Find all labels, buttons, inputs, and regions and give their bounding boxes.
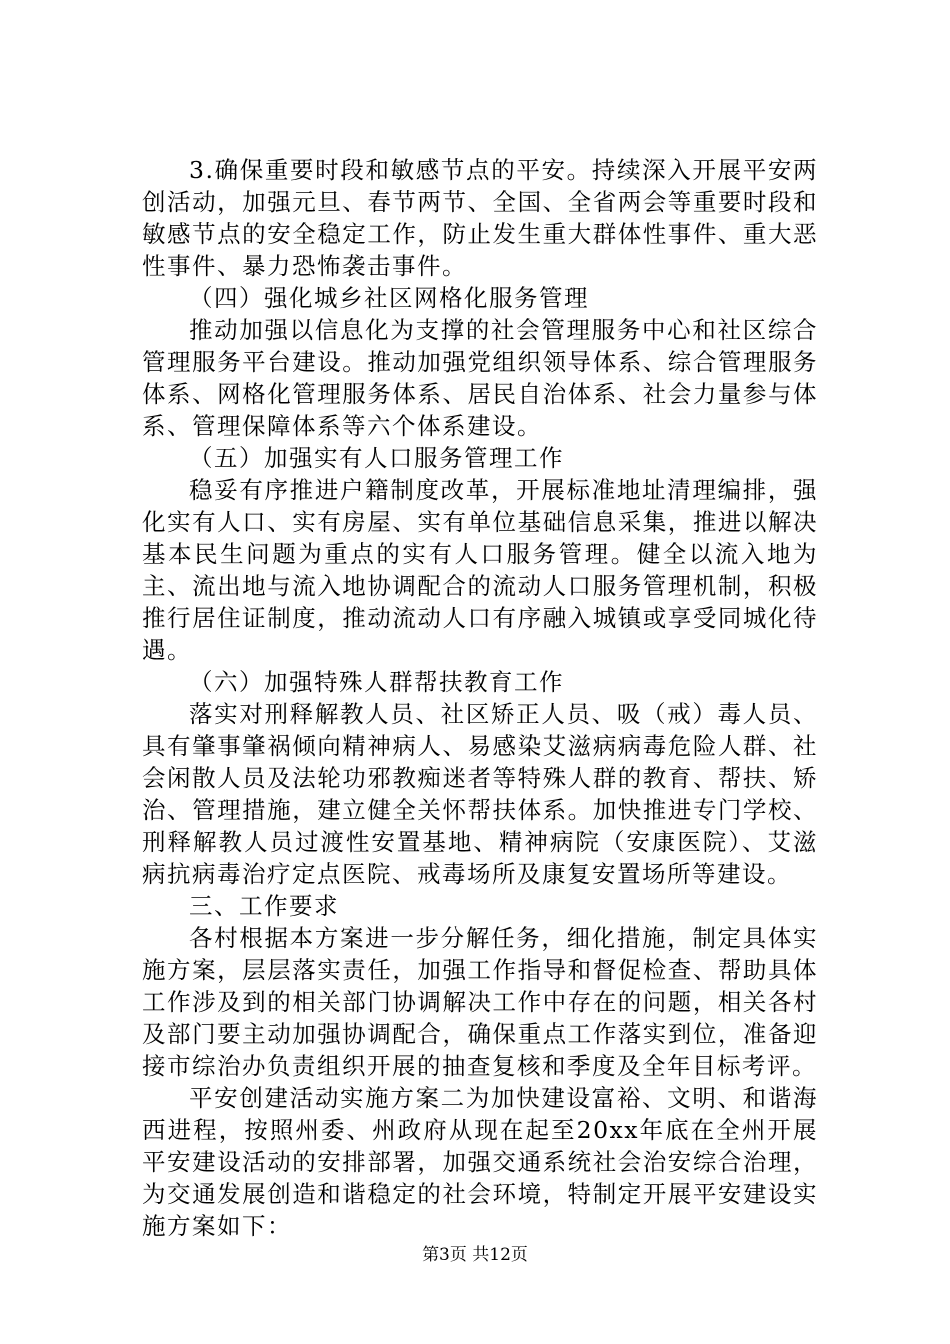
paragraph-plan-two-intro: 平安创建活动实施方案二为加快建设富裕、文明、和谐海西进程，按照州委、州政府从现在起至20xx年底在全州开展平安建设活动的安排部署，加强交通系统社会治安综合治理，为交通发展创造和谐稳定的社会环境，特制定开展平安建设实施方案如下： xyxy=(142,1084,818,1240)
heading-work-requirements: 三、工作要求 xyxy=(189,892,339,920)
page-number-footer: 第3页 共12页 xyxy=(422,1245,528,1265)
paragraph-grid-management: 推动加强以信息化为支撑的社会管理服务中心和社区综合管理服务平台建设。推动加强党组织领导体系、综合管理服务体系、网格化管理服务体系、居民自治体系、社会力量参与体系、管理保障体系等六个体系建设。 xyxy=(142,316,818,440)
paragraph-special-groups: 落实对刑释解教人员、社区矫正人员、吸（戒）毒人员、具有肇事肇祸倾向精神病人、易感染艾滋病病毒危险人群、社会闲散人员及法轮功邪教痴迷者等特殊人群的教育、帮扶、矫治、管理措施，建立健全关怀帮扶体系。加快推进专门学校、刑释解教人员过渡性安置基地、精神病院（安康医院）、艾滋病抗病毒治疗定点医院、戒毒场所及康复安置场所等建设。 xyxy=(142,700,818,888)
document-body xyxy=(142,154,818,1242)
paragraph-work-requirements: 各村根据本方案进一步分解任务，细化措施，制定具体实施方案，层层落实责任，加强工作指导和督促检查、帮助具体工作涉及到的相关部门协调解决工作中存在的问题，相关各村及部门要主动加强协调配合，确保重点工作落实到位，准备迎接市综治办负责组织开展的抽查复核和季度及全年目标考评。 xyxy=(142,924,818,1080)
heading-special-groups: （六）加强特殊人群帮扶教育工作 xyxy=(189,668,564,696)
heading-population-management: （五）加强实有人口服务管理工作 xyxy=(189,444,564,472)
paragraph-sensitive-periods: 3.确保重要时段和敏感节点的平安。持续深入开展平安两创活动，加强元旦、春节两节、全国、全省两会等重要时段和敏感节点的安全稳定工作，防止发生重大群体性事件、重大恶性事件、暴力恐怖袭击事件。 xyxy=(142,156,818,280)
paragraph-population-management: 稳妥有序推进户籍制度改革，开展标准地址清理编排，强化实有人口、实有房屋、实有单位基础信息采集，推进以解决基本民生问题为重点的实有人口服务管理。健全以流入地为主、流出地与流入地协调配合的流动人口服务管理机制，积极推行居住证制度，推动流动人口有序融入城镇或享受同城化待遇。 xyxy=(142,476,818,664)
heading-grid-management: （四）强化城乡社区网格化服务管理 xyxy=(189,284,589,312)
